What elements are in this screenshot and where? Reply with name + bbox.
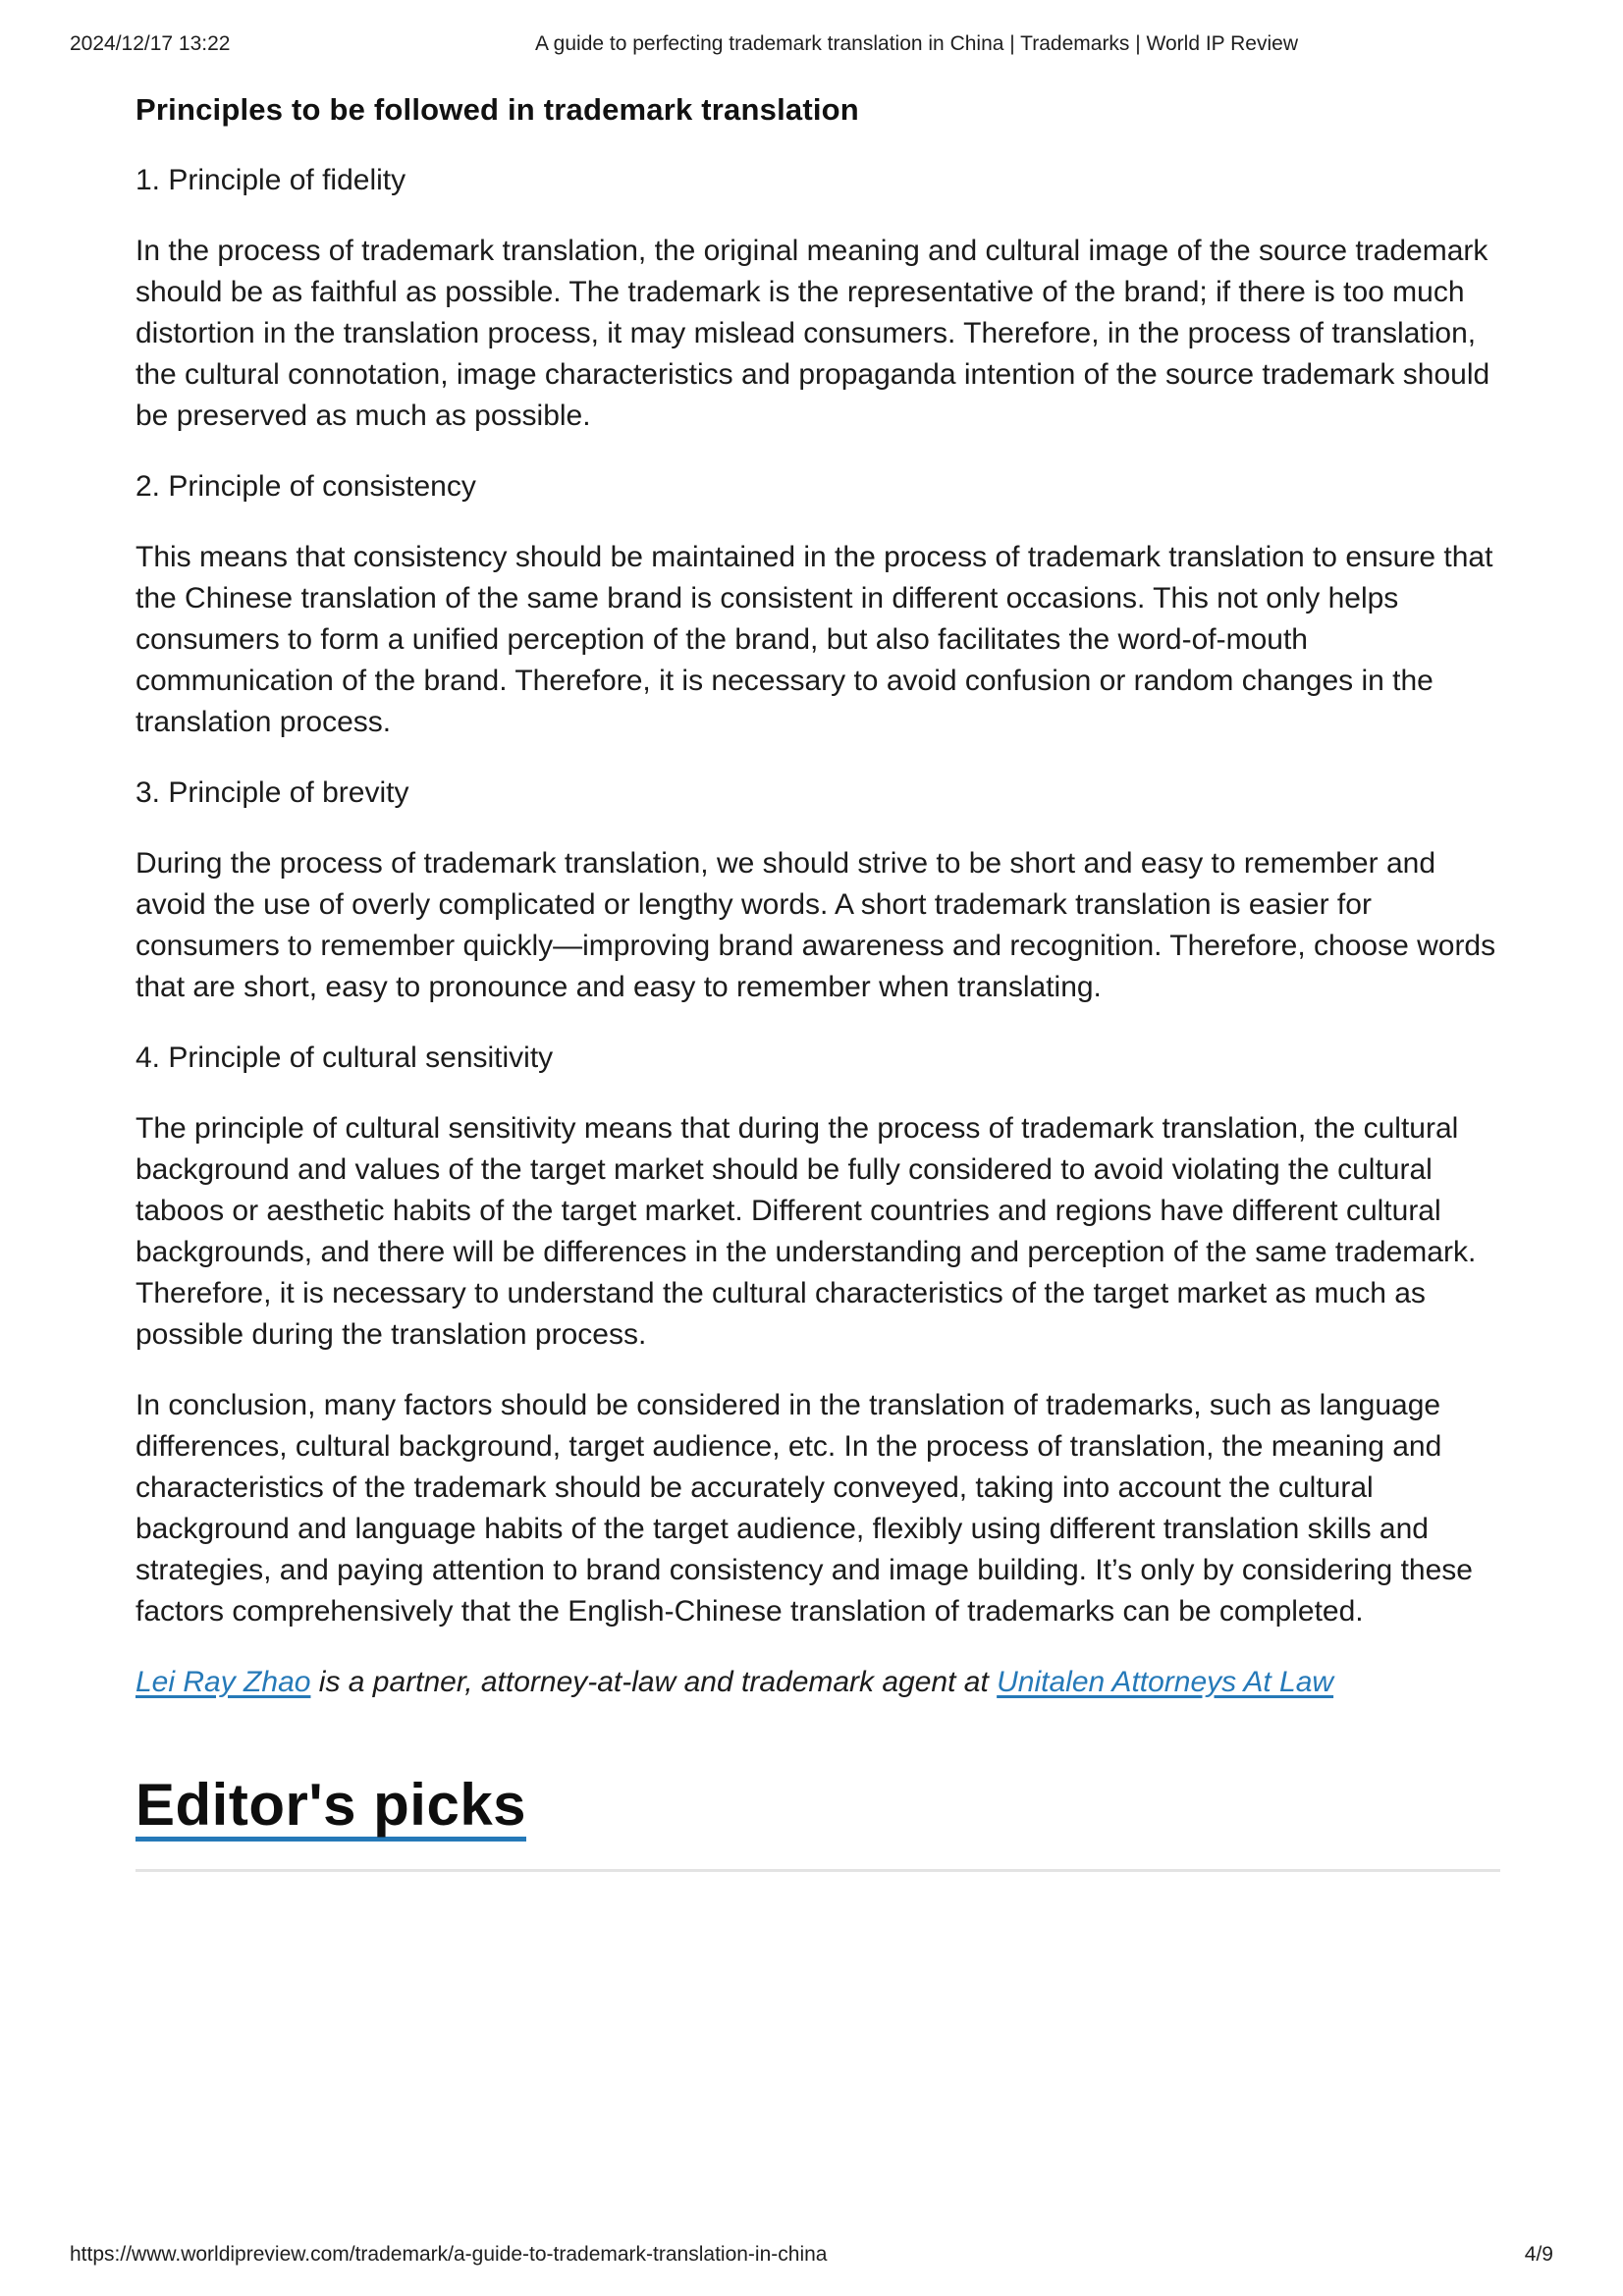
author-link[interactable]: Lei Ray Zhao (135, 1666, 311, 1698)
conclusion-paragraph: In conclusion, many factors should be considered in the translation of trademarks, such as language differences, cultural background, target audience, etc. In the process of translation, the meaning and characteristics of the trademark should be accurately conveyed, taking into account the cultural background and language habits of the target audience, flexibly using different translation skills and strategies, and paying attention to brand consistency and image building. It’s only by considering these factors comprehensively that the English-Chinese translation of trademarks can be completed. (135, 1389, 1473, 1628)
print-footer (70, 2243, 1553, 2267)
section-3-paragraph: During the process of trademark translation, we should strive to be short and easy to remember and avoid the use of overly complicated or lengthy words. A short trademark translation is easier for consumers to remember quickly—improving brand awareness and recognition. Therefore, choose words that are short, easy to pronounce and easy to remember when translating. (135, 847, 1496, 1003)
article-body (135, 89, 1500, 1872)
article-section-heading: Principles to be followed in trademark translation (135, 92, 859, 127)
section-4-paragraph: The principle of cultural sensitivity means that during the process of trademark translation, the cultural background and values of the target market should be fully considered to avoid violating the cultural taboos or aesthetic habits of the target market. Different countries and regions have different cultural backgrounds, and there will be differences in the understanding and perception of the same trademark. Therefore, it is necessary to understand the cultural characteristics of the target market as much as possible during the translation process. (135, 1112, 1477, 1351)
section-2-title: 2. Principle of consistency (135, 470, 476, 503)
print-title: A guide to perfecting trademark translation in China | Trademarks | World IP Review (535, 32, 1298, 55)
firm-link[interactable]: Unitalen Attorneys At Law (997, 1666, 1334, 1698)
author-byline-text: is a partner, attorney-at-law and trademark agent at (310, 1666, 998, 1698)
editors-picks-heading: Editor's picks (135, 1774, 526, 1842)
print-datetime: 2024/12/17 13:22 (70, 32, 231, 55)
print-header (0, 0, 1623, 56)
section-3-title: 3. Principle of brevity (135, 776, 409, 809)
section-2-paragraph: This means that consistency should be maintained in the process of trademark translation to ensure that the Chinese translation of the same brand is consistent in different occasions. This not only helps consumers to form a unified perception of the brand, but also facilitates the word-of-mouth communication of the brand. Therefore, it is necessary to avoid confusion or random changes in the translation process. (135, 541, 1493, 738)
section-divider (135, 1869, 1500, 1872)
footer-page-indicator: 4/9 (1524, 2243, 1553, 2266)
section-4-title: 4. Principle of cultural sensitivity (135, 1041, 554, 1074)
section-1-title: 1. Principle of fidelity (135, 164, 406, 196)
author-byline (135, 1662, 1500, 1703)
editors-picks-section (135, 1774, 1500, 1872)
footer-url: https://www.worldipreview.com/trademark/a-guide-to-trademark-translation-in-china (70, 2243, 828, 2266)
section-1-paragraph: In the process of trademark translation, the original meaning and cultural image of the source trademark should be as faithful as possible. The trademark is the representative of the brand; if there is too much distortion in the translation process, it may mislead consumers. Therefore, in the process of translation, the cultural connotation, image characteristics and propaganda intention of the source trademark should be preserved as much as possible. (135, 235, 1490, 432)
